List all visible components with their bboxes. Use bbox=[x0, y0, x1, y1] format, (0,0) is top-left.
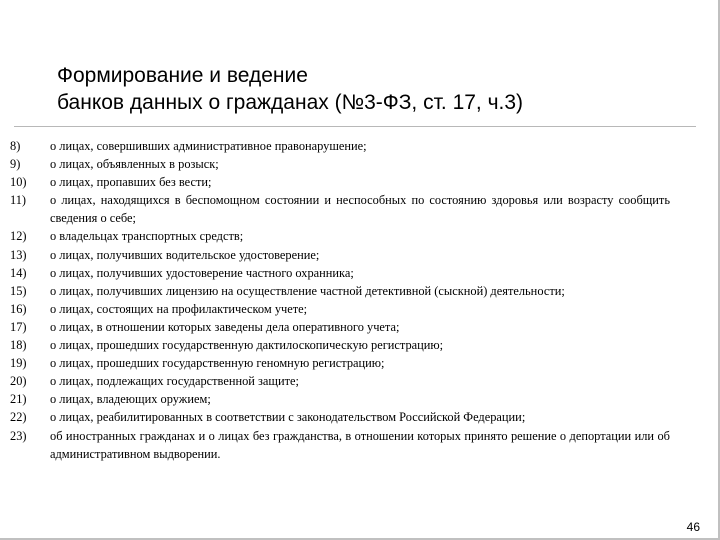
list-item-number: 23) bbox=[10, 428, 27, 443]
list-item bbox=[10, 318, 670, 336]
list-item bbox=[10, 390, 670, 408]
list-item-text: о лицах, объявленных в розыск; bbox=[50, 157, 219, 172]
list-item bbox=[10, 173, 670, 191]
list-item bbox=[10, 408, 670, 426]
list-item bbox=[10, 227, 670, 245]
list-item-number: 10) bbox=[10, 175, 27, 190]
list-item-text: о лицах, подлежащих государственной защите; bbox=[50, 374, 299, 389]
list-item-number: 16) bbox=[10, 301, 27, 316]
list-item-text: об иностранных гражданах и о лицах без гражданства, в отношении которых принято решение о депортации или об административном выдворении. bbox=[50, 428, 670, 461]
list-item-number: 17) bbox=[10, 319, 27, 334]
title-line-1: Формирование и ведение bbox=[57, 64, 308, 87]
list-item-text: о лицах, прошедших государственную дактилоскопическую регистрацию; bbox=[50, 338, 444, 353]
list-item bbox=[10, 246, 670, 264]
list-item-text: о лицах, совершивших административное правонарушение; bbox=[50, 139, 367, 153]
list-item-text: о лицах, владеющих оружием; bbox=[50, 392, 211, 407]
list-item-number: 15) bbox=[10, 283, 27, 298]
list-item-number: 9) bbox=[10, 157, 21, 172]
list-item bbox=[10, 282, 670, 300]
list-item bbox=[10, 137, 670, 155]
list-item bbox=[10, 354, 670, 372]
title-divider bbox=[14, 126, 696, 127]
list-item-number: 21) bbox=[10, 392, 27, 407]
title-line-2: банков данных о гражданах (№3-ФЗ, ст. 17, ч.3) bbox=[57, 91, 524, 114]
list-item-text: о лицах, в отношении которых заведены дела оперативного учета; bbox=[50, 319, 400, 334]
list-item-number: 14) bbox=[10, 265, 27, 280]
list-item-number: 13) bbox=[10, 247, 27, 262]
list-item bbox=[10, 336, 670, 354]
list-item-number: 8) bbox=[10, 139, 21, 153]
list-item-text: о лицах, получивших удостоверение частного охранника; bbox=[50, 265, 354, 280]
list-item bbox=[10, 264, 670, 282]
numbered-list bbox=[10, 137, 670, 463]
list-item bbox=[10, 155, 670, 173]
list-item-number: 12) bbox=[10, 229, 27, 244]
list-item-number: 18) bbox=[10, 338, 27, 353]
list-item bbox=[10, 191, 670, 227]
list-item-number: 22) bbox=[10, 410, 27, 425]
list-item bbox=[10, 427, 670, 463]
list-item bbox=[10, 372, 670, 390]
list-item-text: о лицах, пропавших без вести; bbox=[50, 175, 212, 190]
list-item-number: 20) bbox=[10, 374, 27, 389]
list-item-text: о лицах, получивших водительское удостоверение; bbox=[50, 247, 320, 262]
list-item-text: о лицах, прошедших государственную геномную регистрацию; bbox=[50, 356, 385, 371]
list-item-number: 11) bbox=[10, 193, 27, 208]
list-item bbox=[10, 300, 670, 318]
list-item-text: о лицах, находящихся в беспомощном состоянии и неспособных по состоянию здоровья или возрасту сообщить сведения о себе; bbox=[50, 193, 670, 226]
list-item-number: 19) bbox=[10, 356, 27, 371]
list-item-text: о лицах, реабилитированных в соответствии с законодательством Российской Федерации; bbox=[50, 410, 526, 425]
page-number: 46 bbox=[686, 520, 700, 534]
list-item-text: о владельцах транспортных средств; bbox=[50, 229, 244, 244]
list-item-text: о лицах, получивших лицензию на осуществление частной детективной (сыскной) деятельности; bbox=[50, 283, 565, 298]
slide-title bbox=[57, 62, 657, 116]
list-item-text: о лицах, состоящих на профилактическом учете; bbox=[50, 301, 308, 316]
